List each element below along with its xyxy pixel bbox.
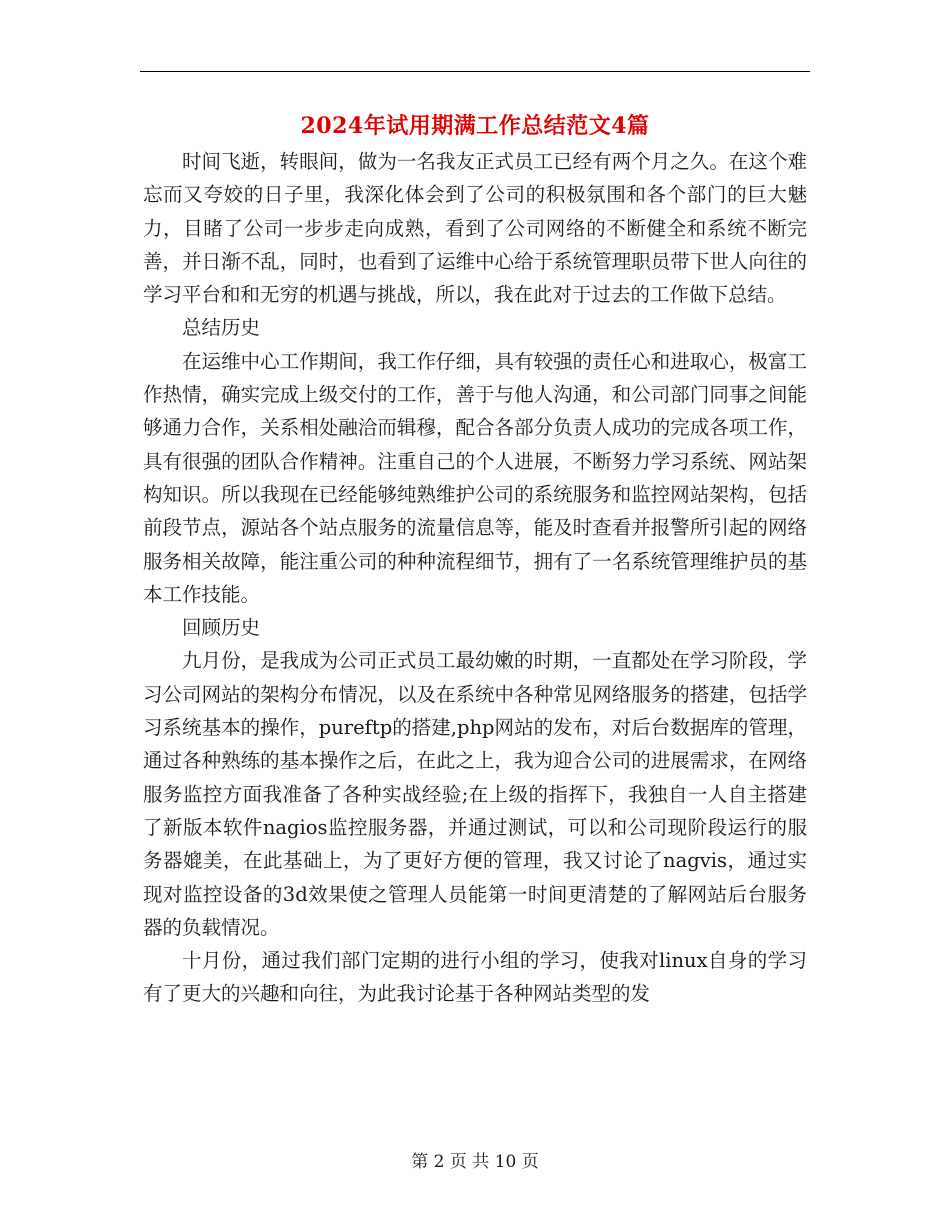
header-rule [140, 71, 810, 72]
document-body [143, 145, 807, 1011]
paragraph-summary: 在运维中心工作期间，我工作仔细，具有较强的责任心和进取心，极富工作热情，确实完成上级交付的工作，善于与他人沟通，和公司部门同事之间能够通力合作，关系相处融洽而辑穆，配合各部分负责人成功的完成各项工作，具有很强的团队合作精神。注重自己的个人进展，不断努力学习系统、网站架构知识。所以我现在已经能够纯熟维护公司的系统服务和监控网站架构，包括前段节点，源站各个站点服务的流量信息等，能及时查看并报警所引起的网络服务相关故障，能注重公司的种种流程细节，拥有了一名系统管理维护员的基本工作技能。 [143, 349, 807, 606]
page-footer: 第 2 页 共 10 页 [411, 1152, 539, 1172]
paragraph-september: 九月份，是我成为公司正式员工最幼嫩的时期，一直都处在学习阶段，学习公司网站的架构分布情况，以及在系统中各种常见网络服务的搭建，包括学习系统基本的操作，pureftp的搭建,php网站的发布，对后台数据库的管理，通过各种熟练的基本操作之后，在此之上，我为迎合公司的进展需求，在网络服务监控方面我准备了各种实战经验;在上级的指挥下，我独自一人自主搭建了新版本软件nagios监控服务器，并通过测试，可以和公司现阶段运行的服务器媲美，在此基础上，为了更好方便的管理，我又讨论了nagvis，通过实现对监控设备的3d效果使之管理人员能第一时间更清楚的了解网站后台服务器的负载情况。 [143, 649, 807, 939]
section-heading-summary: 总结历史 [182, 316, 261, 340]
document-title: 2024年试用期满工作总结范文4篇 [300, 113, 650, 139]
section-heading-review: 回顾历史 [182, 616, 261, 640]
paragraph-october: 十月份，通过我们部门定期的进行小组的学习，使我对linux自身的学习有了更大的兴趣和向往，为此我讨论基于各种网站类型的发 [143, 949, 807, 1006]
paragraph-intro: 时间飞逝，转眼间，做为一名我友正式员工已经有两个月之久。在这个难忘而又夸姣的日子里，我深化体会到了公司的积极氛围和各个部门的巨大魅力，目睹了公司一步步走向成熟，看到了公司网络的不断健全和系统不断完善，并日渐不乱，同时，也看到了运维中心给于系统管理职员带下世人向往的学习平台和和无穷的机遇与挑战，所以，我在此对于过去的工作做下总结。 [143, 150, 807, 307]
